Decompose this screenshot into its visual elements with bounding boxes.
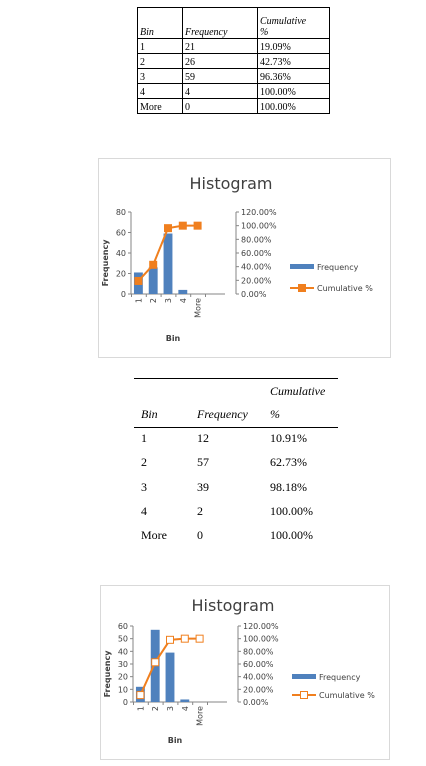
cell-bin: 1 (138, 39, 183, 54)
y2-tick-label: 40.00% (243, 672, 274, 682)
y2-tick-label: 120.00% (243, 622, 279, 631)
cell-bin: More (141, 528, 167, 542)
cell-bin: 3 (138, 69, 183, 84)
cumulative-point (179, 222, 186, 229)
cell-bin: 1 (141, 431, 147, 445)
cell-frequency: 2 (197, 504, 203, 518)
x-tick-label: More (193, 298, 203, 318)
cell-frequency: 59 (183, 69, 258, 84)
y2-tick-label: 60.00% (243, 660, 274, 669)
chart-title: Histogram (189, 174, 273, 193)
y-tick-label: 30 (117, 660, 128, 669)
y-tick-label: 20 (117, 672, 128, 682)
cell-frequency: 0 (197, 528, 203, 542)
y-tick-label: 60 (117, 622, 128, 631)
cell-frequency: 39 (197, 480, 209, 494)
y2-tick-label: 80.00% (241, 235, 272, 245)
table-top-rule (134, 378, 338, 379)
cell-cumulative: 19.09% (258, 39, 330, 54)
cumulative-point (165, 225, 172, 232)
legend-label-cumulative: Cumulative % (319, 691, 375, 700)
cell-cumulative: 10.91% (270, 431, 307, 445)
y-tick-label: 40 (117, 647, 128, 657)
table-header-rule (134, 427, 338, 428)
x-tick-label: 3 (166, 706, 175, 712)
x-tick-label: More (195, 706, 205, 726)
cumulative-point (194, 222, 201, 229)
header-frequency: Frequency (197, 407, 248, 421)
histogram-chart-1-svg (98, 158, 391, 358)
legend-marker-cumulative (299, 285, 306, 292)
header-cumulative-line2: % (260, 27, 269, 38)
table-row (138, 54, 330, 69)
x-axis-label: Bin (167, 736, 183, 745)
y2-tick-label: 100.00% (243, 634, 279, 644)
cell-frequency: 21 (183, 39, 258, 54)
cell-cumulative: 100.00% (270, 528, 313, 542)
cell-cumulative: 98.18% (270, 480, 307, 494)
legend-label-frequency: Frequency (317, 263, 359, 272)
cell-cumulative: 96.36% (258, 69, 330, 84)
cumulative-point (150, 261, 157, 268)
cell-bin: 3 (141, 480, 147, 494)
x-tick-label: 3 (164, 298, 173, 304)
y2-tick-label: 20.00% (241, 276, 272, 286)
header-frequency: Frequency (183, 8, 258, 39)
y2-tick-label: 0.00% (241, 290, 267, 299)
cell-cumulative: 100.00% (258, 84, 330, 99)
x-tick-label: 2 (149, 298, 159, 304)
frequency-table-2 (134, 378, 338, 548)
cell-bin: 2 (141, 455, 147, 469)
x-tick-label: 2 (151, 706, 161, 712)
table-row (138, 84, 330, 99)
cell-bin: 2 (138, 54, 183, 69)
header-bin: Bin (138, 8, 183, 39)
cell-cumulative: 100.00% (258, 99, 330, 114)
frequency-bar (166, 653, 175, 702)
y-tick-label: 0 (122, 698, 128, 707)
cumulative-point (167, 636, 174, 643)
cell-frequency: 57 (197, 455, 209, 469)
y-tick-label: 10 (117, 685, 128, 695)
frequency-bar (149, 267, 158, 294)
y-tick-label: 60 (115, 228, 126, 238)
legend-label-frequency: Frequency (319, 673, 361, 682)
frequency-table-1 (137, 7, 330, 114)
cell-cumulative: 62.73% (270, 455, 307, 469)
table-header-row (138, 8, 330, 39)
cumulative-point (196, 635, 203, 642)
legend-swatch-frequency (290, 264, 314, 269)
frequency-bar (178, 290, 187, 294)
histogram-chart-1 (98, 158, 391, 358)
x-axis-label: Bin (165, 334, 181, 343)
cumulative-point (181, 635, 188, 642)
y2-tick-label: 80.00% (243, 647, 274, 657)
cumulative-point (137, 692, 144, 699)
legend-marker-cumulative (301, 692, 308, 699)
y2-tick-label: 20.00% (243, 685, 274, 695)
y-axis-label: Frequency (101, 239, 110, 287)
header-cumulative-line2: % (270, 407, 280, 421)
cell-cumulative: 42.73% (258, 54, 330, 69)
y-axis-label: Frequency (103, 650, 112, 698)
header-cumulative-line1: Cumulative (270, 384, 326, 398)
x-tick-label: 1 (134, 298, 144, 304)
cell-bin: 4 (138, 84, 183, 99)
cell-frequency: 0 (183, 99, 258, 114)
y2-tick-label: 120.00% (241, 208, 277, 217)
table-row (138, 99, 330, 114)
y2-tick-label: 60.00% (241, 249, 272, 258)
chart-title: Histogram (191, 596, 275, 615)
y-tick-label: 50 (117, 634, 128, 644)
x-tick-label: 4 (180, 706, 190, 712)
header-cumulative-line1: Cumulative (260, 16, 307, 27)
header-cumulative (258, 8, 330, 39)
y2-tick-label: 40.00% (241, 262, 272, 272)
cumulative-point (135, 277, 142, 284)
y-tick-label: 40 (115, 249, 126, 258)
cell-frequency: 26 (183, 54, 258, 69)
cell-frequency: 12 (197, 431, 209, 445)
x-tick-label: 4 (178, 298, 188, 304)
cell-bin: 4 (141, 504, 147, 518)
cell-frequency: 4 (183, 84, 258, 99)
histogram-chart-2 (100, 585, 390, 760)
cell-cumulative: 100.00% (270, 504, 313, 518)
frequency-bar (164, 234, 173, 294)
x-tick-label: 1 (136, 706, 146, 712)
y-tick-label: 20 (115, 269, 126, 279)
y-tick-label: 80 (115, 208, 126, 217)
cumulative-point (152, 659, 159, 666)
cell-bin: More (138, 99, 183, 114)
legend-label-cumulative: Cumulative % (317, 284, 373, 293)
table-row (138, 39, 330, 54)
table-row (138, 69, 330, 84)
y2-tick-label: 100.00% (241, 221, 277, 231)
y-tick-label: 0 (120, 290, 126, 299)
legend-swatch-frequency (292, 674, 316, 679)
frequency-bar (180, 699, 189, 702)
histogram-chart-2-svg (100, 585, 390, 760)
header-bin: Bin (141, 407, 158, 421)
y2-tick-label: 0.00% (243, 698, 269, 707)
